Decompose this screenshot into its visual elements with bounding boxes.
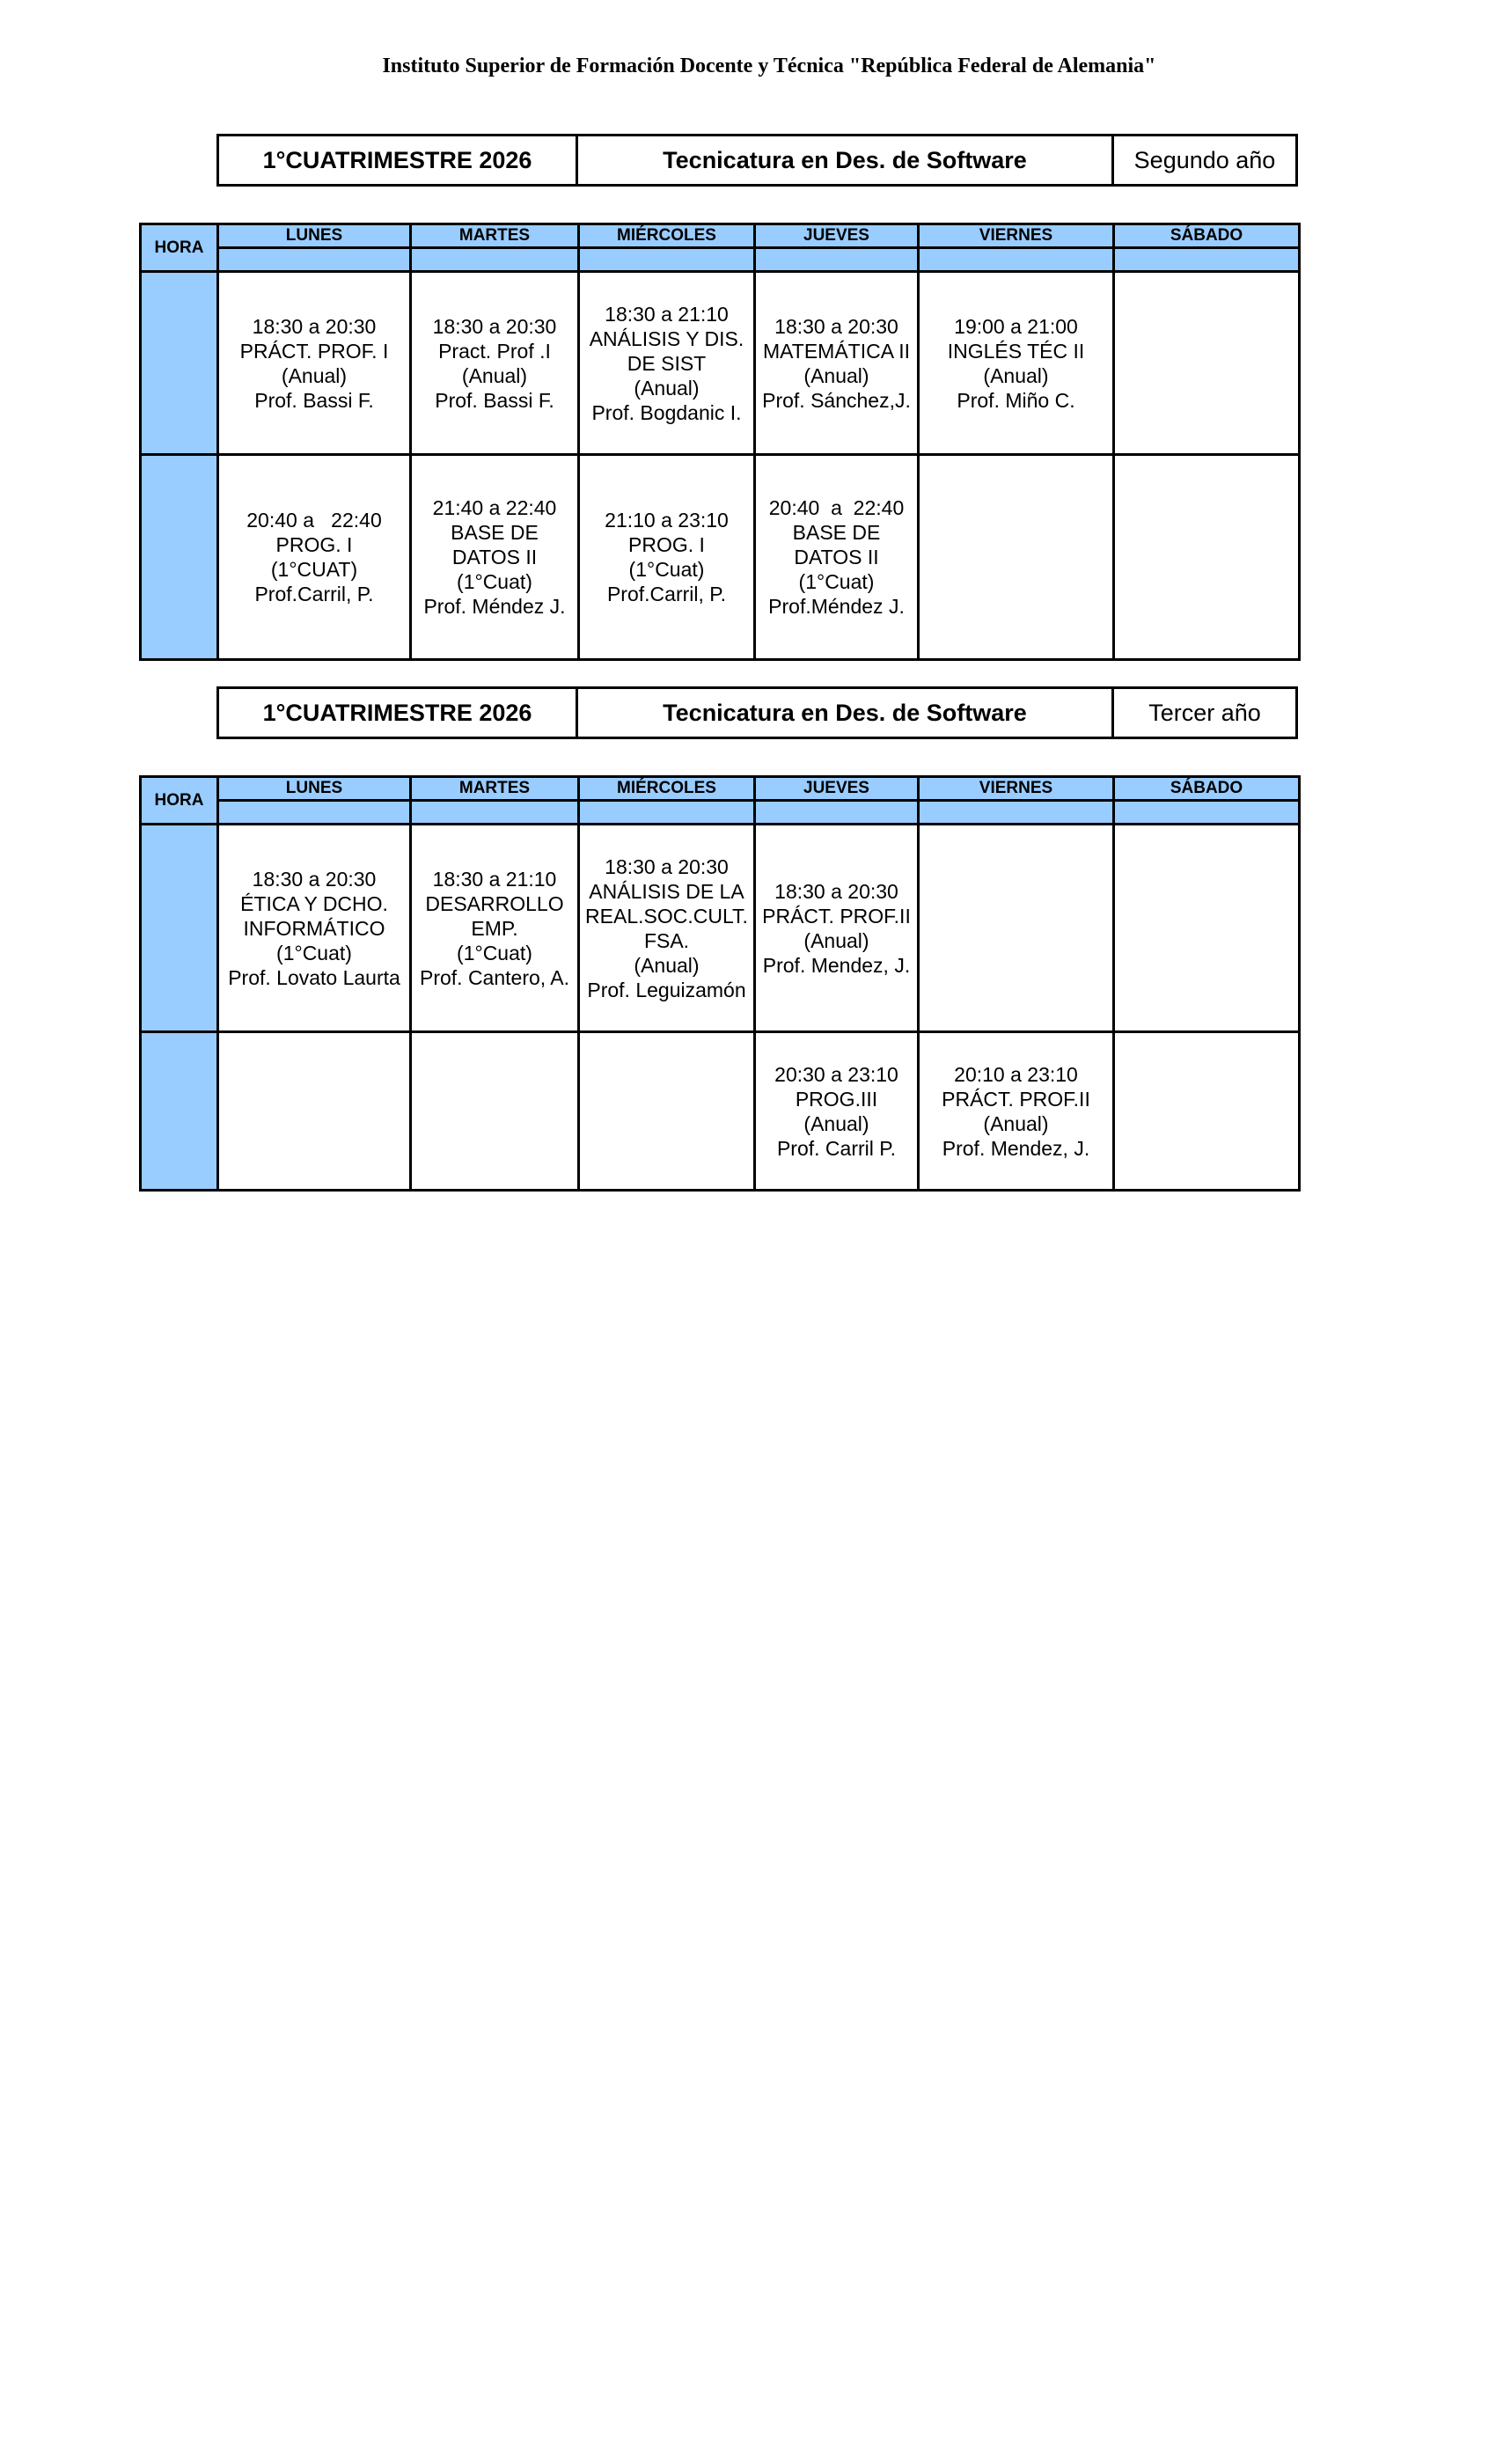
- class-cell: [1114, 272, 1300, 455]
- class-cell: [218, 272, 411, 455]
- class-cell: [755, 1032, 919, 1191]
- class-line: (1°Cuat): [628, 558, 705, 581]
- hora-header: HORA: [141, 224, 218, 272]
- class-line: 18:30 a 21:10: [605, 302, 729, 326]
- year-label: Tercer año: [1148, 699, 1261, 726]
- day-header-jueves: JUEVES: [755, 777, 919, 801]
- class-line: 20:40 a 22:40: [768, 496, 905, 519]
- class-cell: [218, 1032, 411, 1191]
- day-header-miercoles: MIÉRCOLES: [579, 777, 755, 801]
- class-cell: [755, 455, 919, 660]
- class-line: (Anual): [634, 376, 700, 400]
- class-line: DESARROLLO: [425, 891, 564, 915]
- class-line: (Anual): [803, 928, 869, 952]
- class-cell: [919, 1032, 1114, 1191]
- class-line: EMP.: [471, 916, 518, 940]
- day-header-jueves: JUEVES: [755, 224, 919, 248]
- class-line: INFORMÁTICO: [243, 916, 385, 940]
- class-line: 21:10 a 23:10: [605, 509, 729, 532]
- class-line: MATEMÁTICA II: [763, 339, 910, 363]
- class-line: DATOS II: [451, 546, 538, 568]
- day-header-sabado: SÁBADO: [1114, 777, 1300, 801]
- class-line: 20:40 a 22:40: [246, 509, 382, 532]
- day-header-miercoles: MIÉRCOLES: [579, 224, 755, 248]
- class-cell: [218, 825, 411, 1032]
- sub-header-cell: [411, 801, 579, 825]
- class-cell: [1114, 825, 1300, 1032]
- sub-header-cell: [1114, 248, 1300, 272]
- class-line: ANÁLISIS Y DIS.: [589, 326, 744, 350]
- class-cell: [1114, 1032, 1300, 1191]
- career-label: Tecnicatura en Des. de Software: [578, 136, 1114, 184]
- sub-header-cell: [218, 801, 411, 825]
- day-header-sabado: SÁBADO: [1114, 224, 1300, 248]
- schedule-1-table: [139, 223, 1301, 661]
- class-line: FSA.: [643, 928, 690, 952]
- class-line: (Anual): [634, 953, 700, 977]
- sub-header-cell: [579, 248, 755, 272]
- hora-cell: [141, 1032, 218, 1191]
- class-line: 18:30 a 20:30: [605, 854, 729, 878]
- class-line: 18:30 a 20:30: [774, 314, 898, 338]
- hora-header: HORA: [141, 777, 218, 825]
- day-header-lunes: LUNES: [218, 777, 411, 801]
- class-line: PRÁCT. PROF. I: [239, 339, 389, 363]
- institution-title: Instituto Superior de Formación Docente y Técnica "República Federal de Alemania": [382, 55, 1156, 77]
- class-line: 20:30 a 23:10: [774, 1062, 898, 1086]
- class-line: Prof. Mendez, J.: [942, 1136, 1090, 1160]
- class-line: (Anual): [803, 363, 869, 387]
- class-cell: [579, 825, 755, 1032]
- class-line: (Anual): [803, 1111, 869, 1135]
- sub-header-cell: [579, 801, 755, 825]
- hora-cell: [141, 272, 218, 455]
- class-line: BASE DE: [451, 521, 539, 544]
- hora-cell: [141, 825, 218, 1032]
- class-line: (1°Cuat): [276, 941, 352, 964]
- class-line: 18:30 a 20:30: [252, 867, 377, 891]
- hora-cell: [141, 455, 218, 660]
- class-cell: [919, 825, 1114, 1032]
- class-cell: [755, 825, 919, 1032]
- year-label: Segundo año: [1133, 146, 1276, 173]
- class-line: (Anual): [983, 363, 1049, 387]
- class-line: (Anual): [983, 1111, 1049, 1135]
- class-line: (1°Cuat): [457, 570, 532, 593]
- class-cell: [755, 272, 919, 455]
- class-cell: [579, 455, 755, 660]
- class-cell: [579, 272, 755, 455]
- schedule-1-header: [216, 134, 1298, 187]
- class-line: Prof.Méndez J.: [768, 595, 905, 618]
- class-line: Prof. Bassi F.: [435, 388, 554, 412]
- class-line: Prof.Carril, P.: [606, 583, 727, 605]
- class-line: BASE DE: [792, 521, 881, 544]
- career-label: Tecnicatura en Des. de Software: [578, 689, 1114, 737]
- class-line: Prof. Mendez, J.: [762, 953, 911, 977]
- class-line: DE SIST: [627, 351, 707, 375]
- class-line: PROG. I: [275, 533, 353, 556]
- sub-header-cell: [218, 248, 411, 272]
- class-line: 18:30 a 20:30: [432, 314, 557, 338]
- class-line: Prof. Bassi F.: [254, 388, 374, 412]
- class-line: DATOS II: [794, 546, 879, 568]
- class-line: 20:10 a 23:10: [954, 1062, 1078, 1086]
- class-cell: [1114, 455, 1300, 660]
- class-line: ANÁLISIS DE LA: [589, 879, 744, 903]
- class-cell: [579, 1032, 755, 1191]
- class-line: ÉTICA Y DCHO.: [240, 891, 388, 915]
- class-cell: [411, 272, 579, 455]
- class-line: Pract. Prof .I: [438, 339, 551, 363]
- class-line: PRÁCT. PROF.II: [762, 904, 911, 928]
- class-line: Prof. Bogdanic I.: [591, 400, 742, 424]
- class-line: 18:30 a 20:30: [774, 879, 898, 903]
- class-line: Prof. Miño C.: [957, 388, 1075, 412]
- day-header-martes: MARTES: [411, 224, 579, 248]
- class-line: Prof. Méndez J.: [423, 595, 566, 618]
- class-cell: [411, 825, 579, 1032]
- day-header-lunes: LUNES: [218, 224, 411, 248]
- sub-header-cell: [919, 801, 1114, 825]
- class-line: PROG.III: [795, 1087, 878, 1111]
- class-line: 21:40 a 22:40: [432, 496, 557, 519]
- sub-header-cell: [755, 248, 919, 272]
- class-line: (Anual): [461, 363, 528, 387]
- class-line: INGLÉS TÉC II: [947, 339, 1085, 363]
- class-cell: [919, 455, 1114, 660]
- class-line: (Anual): [281, 363, 348, 387]
- semester-label: 1°CUATRIMESTRE 2026: [219, 689, 578, 737]
- class-cell: [218, 455, 411, 660]
- class-cell: [919, 272, 1114, 455]
- class-line: 18:30 a 21:10: [432, 867, 557, 891]
- class-line: (1°CUAT): [270, 558, 358, 581]
- class-cell: [411, 1032, 579, 1191]
- class-line: Prof. Carril P.: [776, 1136, 897, 1160]
- schedule-2-table: [139, 775, 1301, 1192]
- schedule-2-header: [216, 686, 1298, 739]
- class-line: Prof. Leguizamón: [587, 978, 746, 1001]
- class-line: (1°Cuat): [457, 941, 532, 964]
- class-line: Prof. Sánchez,J.: [762, 388, 911, 412]
- sub-header-cell: [919, 248, 1114, 272]
- sub-header-cell: [755, 801, 919, 825]
- class-line: Prof. Lovato Laurta: [228, 965, 400, 989]
- sub-header-cell: [411, 248, 579, 272]
- day-header-martes: MARTES: [411, 777, 579, 801]
- semester-label: 1°CUATRIMESTRE 2026: [219, 136, 578, 184]
- class-cell: [411, 455, 579, 660]
- day-header-viernes: VIERNES: [919, 777, 1114, 801]
- class-line: (1°Cuat): [798, 570, 875, 593]
- class-line: 18:30 a 20:30: [252, 314, 377, 338]
- class-line: Prof.Carril, P.: [254, 583, 374, 605]
- class-line: PRÁCT. PROF.II: [942, 1087, 1090, 1111]
- sub-header-cell: [1114, 801, 1300, 825]
- class-line: Prof. Cantero, A.: [419, 965, 570, 989]
- class-line: REAL.SOC.CULT.: [585, 904, 748, 928]
- day-header-viernes: VIERNES: [919, 224, 1114, 248]
- class-line: PROG. I: [628, 533, 705, 556]
- class-line: 19:00 a 21:00: [954, 314, 1078, 338]
